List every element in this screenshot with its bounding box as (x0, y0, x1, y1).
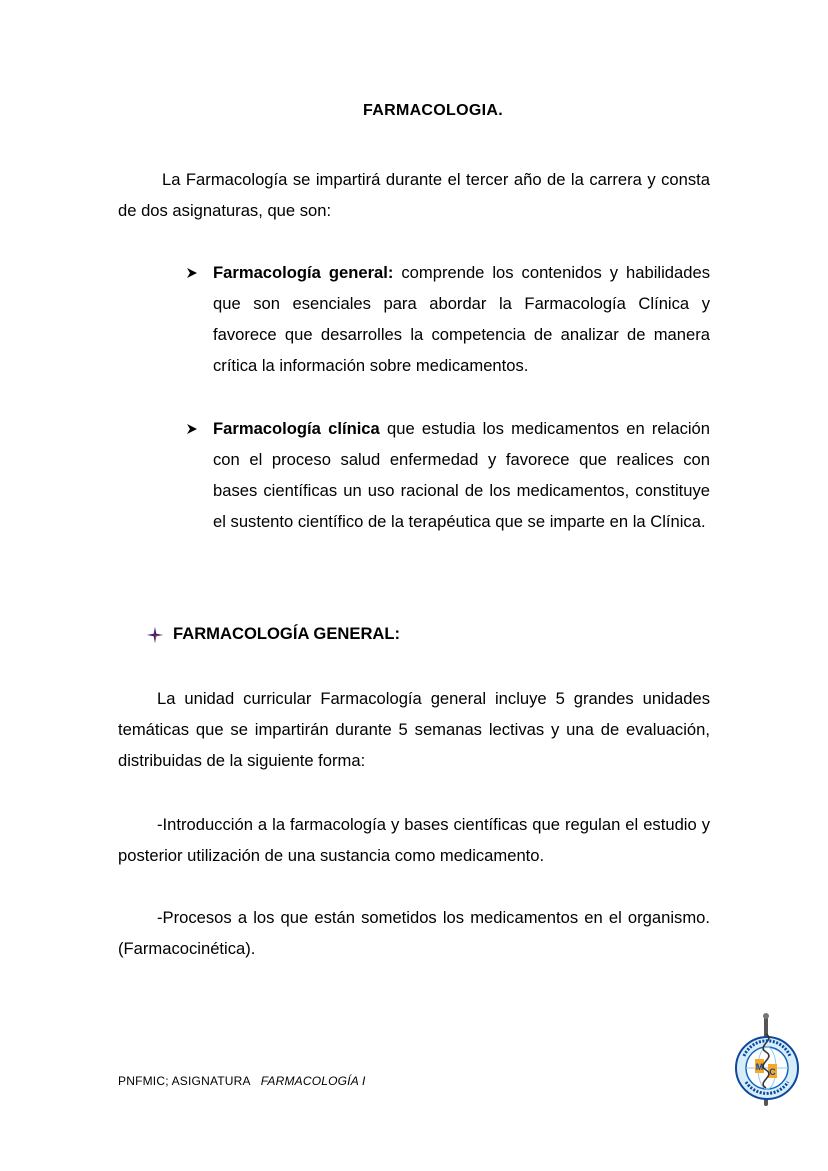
unit-item-text: -Introducción a la farmacología y bases científicas que regulan el estudio y posterior utilización de una sustancia como medicamento. (118, 815, 710, 865)
page-footer (118, 1074, 366, 1088)
arrow-bullet-icon (186, 423, 198, 435)
unit-item (118, 902, 710, 964)
bullet-text (213, 257, 710, 381)
page-title: FARMACOLOGIA. (363, 102, 503, 119)
svg-text:M: M (755, 1062, 764, 1072)
bullet-description: comprende los contenidos y habilidades que son esenciales para abordar la Farmacología Clínica y favorece que desarrolles la competencia de analizar de manera crítica la información sobre medicamentos. (213, 263, 710, 375)
section-intro-text: La unidad curricular Farmacología general incluye 5 grandes unidades temáticas que se impartirán durante 5 semanas lectivas y una de evaluación, distribuidas de la siguiente forma: (118, 689, 710, 770)
four-point-star-icon (146, 626, 164, 644)
bullet-item-general (186, 257, 710, 381)
unit-item-text: -Procesos a los que están sometidos los medicamentos en el organismo. (Farmacocinética). (118, 908, 710, 958)
arrow-bullet-icon (186, 267, 198, 279)
mic-logo-emblem (732, 1012, 802, 1108)
svg-text:C: C (769, 1067, 776, 1077)
footer-course: FARMACOLOGÍA I (260, 1074, 366, 1088)
bullet-term: Farmacología general: (213, 263, 394, 282)
bullet-item-clinica (186, 413, 710, 537)
section-heading (146, 624, 400, 644)
bullet-description: que estudia los medicamentos en relación con el proceso salud enfermedad y favorece que realices con bases científicas un uso racional de los medicamentos, constituye el sustento científico de la terapéutica que se imparte en la Clínica. (213, 419, 711, 531)
intro-paragraph (118, 164, 710, 226)
bullet-text (213, 413, 710, 537)
section-intro-paragraph (118, 683, 710, 776)
bullet-term: Farmacología clínica (213, 419, 380, 438)
unit-item (118, 809, 710, 871)
section-heading-text: FARMACOLOGÍA GENERAL: (173, 624, 401, 643)
intro-text: La Farmacología se impartirá durante el tercer año de la carrera y consta de dos asignaturas, que son: (118, 170, 710, 220)
footer-prefix: PNFMIC; ASIGNATURA (118, 1074, 251, 1088)
